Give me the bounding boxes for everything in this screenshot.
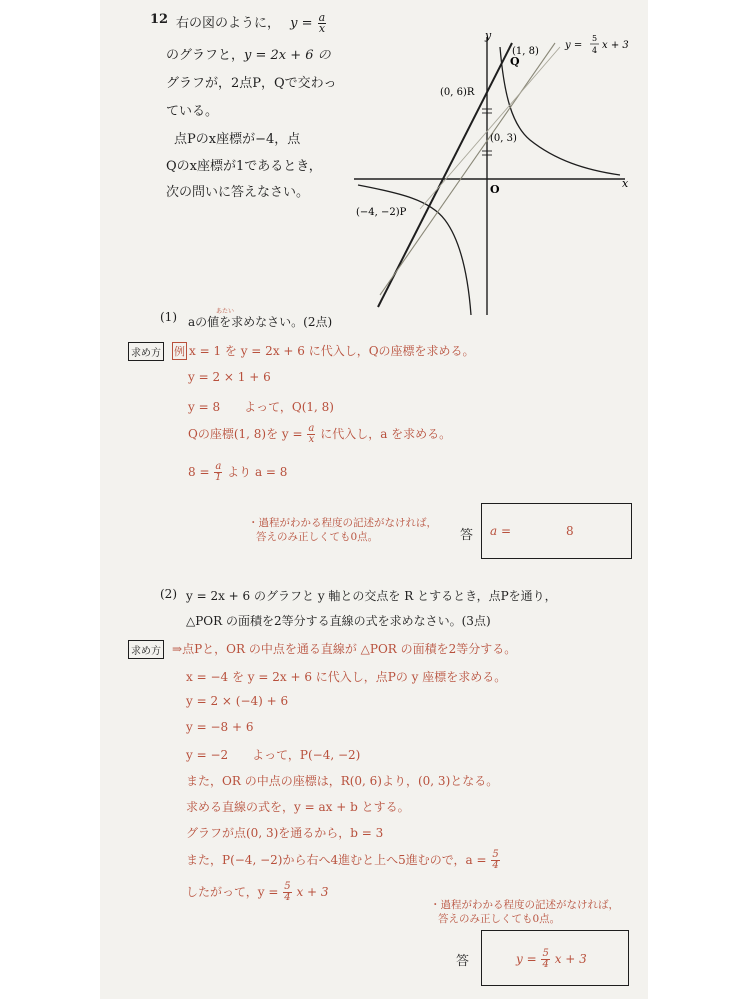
origin-label: O	[490, 183, 500, 196]
hyperbola-left	[358, 185, 471, 315]
problem-text-line3: グラフが，2点P，Qで交わっ	[166, 76, 337, 91]
problem-text-line1: 右の図のように， y = $\frac{a}{x}$	[176, 11, 326, 35]
x-axis-label: x	[622, 177, 629, 190]
q1-answer-prefix: a =	[490, 524, 512, 538]
problem-text-line2: のグラフと，y = 2x + 6 の	[166, 48, 331, 63]
q2-step-6: また，OR の中点の座標は，R(0, 6)より，(0, 3)となる。	[186, 774, 499, 788]
q1-step-1: 例 x = 1 を y = 2x + 6 に代入し，Qの座標を求める。	[174, 344, 475, 358]
q1-label: (1)	[160, 310, 177, 324]
q1-step-4: Qの座標(1, 8)を y = $\frac{a}{x}$ に代入し，a を求める。	[188, 423, 452, 445]
q1-question: aの値を求めなさい。(2点)	[188, 315, 333, 329]
q1-answer-box	[481, 503, 632, 559]
q2-label: (2)	[160, 587, 177, 601]
problem-text-line4: ている。	[166, 104, 219, 119]
q2-step-8: グラフが点(0, 3)を通るから，b = 3	[186, 826, 384, 840]
problem-condition-3: 次の問いに答えなさい。	[166, 185, 310, 200]
q2-method-tag: 求め方	[128, 640, 164, 659]
q2-step-10: したがって，y = $\frac{5}{4}$ x + 3	[186, 881, 329, 903]
q2-question-line1: y = 2x + 6 のグラフと y 軸との交点を R とするとき，点Pを通り，	[186, 589, 557, 603]
q1-method-tag: 求め方	[128, 342, 164, 361]
q2-answer-label: 答	[456, 954, 470, 969]
svg-text:4: 4	[592, 46, 598, 55]
q2-note: ・過程がわかる程度の記述がなければ， 答えのみ正しくても0点。	[430, 899, 619, 925]
q1-answer-value: 8	[566, 524, 574, 538]
midpoint-label: (0, 3)	[490, 133, 517, 144]
problem-number: 12	[150, 12, 169, 27]
q1-ruby: あたい	[216, 308, 235, 315]
q1-step-5: 8 = $\frac{a}{1}$ より a = 8	[188, 461, 288, 483]
q1-step-3: y = 8 よって，Q(1, 8)	[188, 400, 334, 414]
point-q-coord: (1, 8)	[512, 46, 539, 57]
problem-condition-1: 点Pのx座標が−4，点	[174, 132, 301, 147]
line-equation-label	[564, 34, 629, 55]
q2-step-7: 求める直線の式を，y = ax + b とする。	[186, 800, 410, 814]
q1-answer-label: 答	[460, 528, 474, 543]
q1-step-2: y = 2 × 1 + 6	[188, 370, 271, 384]
q2-answer-value: y = $\frac{5}{4}$ x + 3	[516, 948, 587, 970]
q2-step-5: y = −2 よって，P(−4, −2)	[186, 748, 361, 762]
q2-step-9: また，P(−4, −2)から右へ4進むと上へ5進むので，a = $\frac{5}{4}$	[186, 849, 499, 871]
svg-text:y =: y =	[565, 40, 583, 51]
point-p-label: (−4, −2)P	[356, 207, 407, 218]
line-y-2x-6	[378, 43, 512, 307]
q2-step-4: y = −8 + 6	[186, 720, 254, 734]
q2-answer-box	[481, 930, 629, 986]
q2-question-line2: △POR の面積を2等分する直線の式を求めなさい。(3点)	[186, 614, 491, 628]
q1-note: ・過程がわかる程度の記述がなければ， 答えのみ正しくても0点。	[248, 517, 437, 543]
q2-step-2: x = −4 を y = 2x + 6 に代入し，点Pの y 座標を求める。	[186, 670, 507, 684]
svg-text:x + 3: x + 3	[602, 40, 629, 51]
point-r-label: (0, 6)R	[440, 87, 475, 98]
q2-step-1: ⇒点Pと，OR の中点を通る直線が △POR の面積を2等分する。	[172, 642, 517, 656]
y-axis-label: y	[485, 29, 492, 42]
svg-text:5: 5	[592, 34, 598, 43]
point-q-label: Q	[510, 55, 520, 68]
line-y-5-4x-3	[380, 43, 555, 295]
graph-figure	[340, 25, 640, 320]
q2-step-3: y = 2 × (−4) + 6	[186, 694, 289, 708]
problem-condition-2: Qのx座標が1であるとき，	[166, 159, 322, 174]
